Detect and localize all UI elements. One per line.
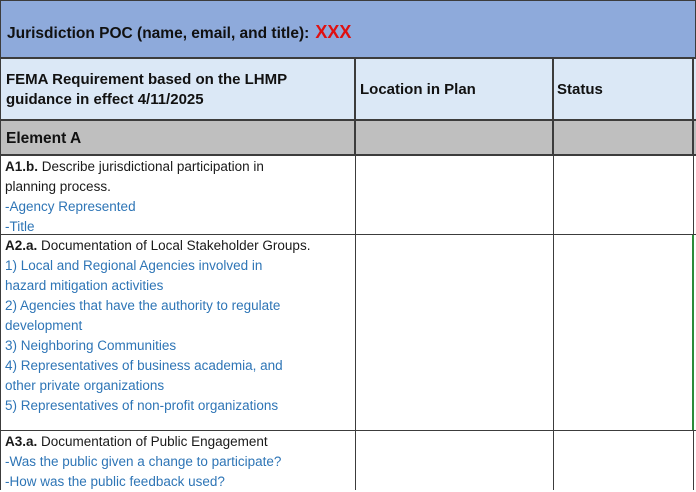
header-requirement-line2: guidance in effect 4/11/2025	[6, 91, 204, 108]
header-location: Location in Plan	[356, 59, 554, 119]
header-row	[0, 59, 696, 121]
header-requirement-line1: FEMA Requirement based on the LHMP	[6, 71, 288, 88]
poc-row	[0, 0, 696, 59]
table-row	[0, 156, 696, 235]
requirement-item: -How was the public feedback used?	[5, 474, 225, 489]
requirement-item: 4) Representatives of business academia, and	[5, 358, 283, 373]
poc-label-text: Jurisdiction POC (name, email, and title):	[7, 25, 310, 42]
table-row	[0, 431, 696, 490]
requirement-code: A2.a.	[5, 238, 38, 253]
requirement-desc-text: Describe jurisdictional participation in	[38, 159, 264, 174]
requirement-cell[interactable]	[0, 156, 356, 234]
requirement-item: 1) Local and Regional Agencies involved in	[5, 258, 263, 273]
requirement-desc	[5, 432, 355, 452]
requirement-code: A3.a.	[5, 434, 38, 449]
requirement-item: -Agency Represented	[5, 199, 136, 214]
status-cell[interactable]	[554, 156, 694, 234]
status-cell[interactable]	[554, 431, 694, 490]
requirement-item: -Was the public given a change to participate?	[5, 454, 282, 469]
location-cell[interactable]	[356, 156, 554, 234]
requirement-item: other private organizations	[5, 378, 165, 393]
location-cell[interactable]	[356, 431, 554, 490]
element-location-cell[interactable]	[356, 121, 554, 154]
requirement-item: 3) Neighboring Communities	[5, 338, 177, 353]
header-status: Status	[554, 59, 694, 119]
element-row	[0, 121, 696, 156]
requirement-code: A1.b.	[5, 159, 39, 174]
requirement-cell[interactable]	[0, 235, 356, 430]
requirement-item: 5) Representatives of non-profit organizations	[5, 398, 279, 413]
location-cell[interactable]	[356, 235, 554, 430]
header-requirement	[0, 59, 356, 119]
element-status-cell[interactable]	[554, 121, 694, 154]
requirement-desc	[5, 157, 355, 177]
requirement-desc-text: Documentation of Public Engagement	[37, 434, 268, 449]
table-row	[0, 235, 696, 431]
requirement-item: development	[5, 318, 83, 333]
element-label: Element A	[0, 121, 356, 154]
requirement-item: hazard mitigation activities	[5, 278, 164, 293]
requirement-desc-text: Documentation of Local Stakeholder Groups.	[37, 238, 311, 253]
requirement-desc	[5, 236, 355, 256]
requirement-desc-line2: planning process.	[5, 179, 111, 194]
requirement-cell[interactable]	[0, 431, 356, 490]
status-cell[interactable]	[554, 235, 694, 430]
requirement-item: 2) Agencies that have the authority to regulate	[5, 298, 281, 313]
poc-value[interactable]: XXX	[315, 22, 352, 42]
requirement-item: -Title	[5, 219, 35, 234]
poc-label	[7, 22, 351, 43]
